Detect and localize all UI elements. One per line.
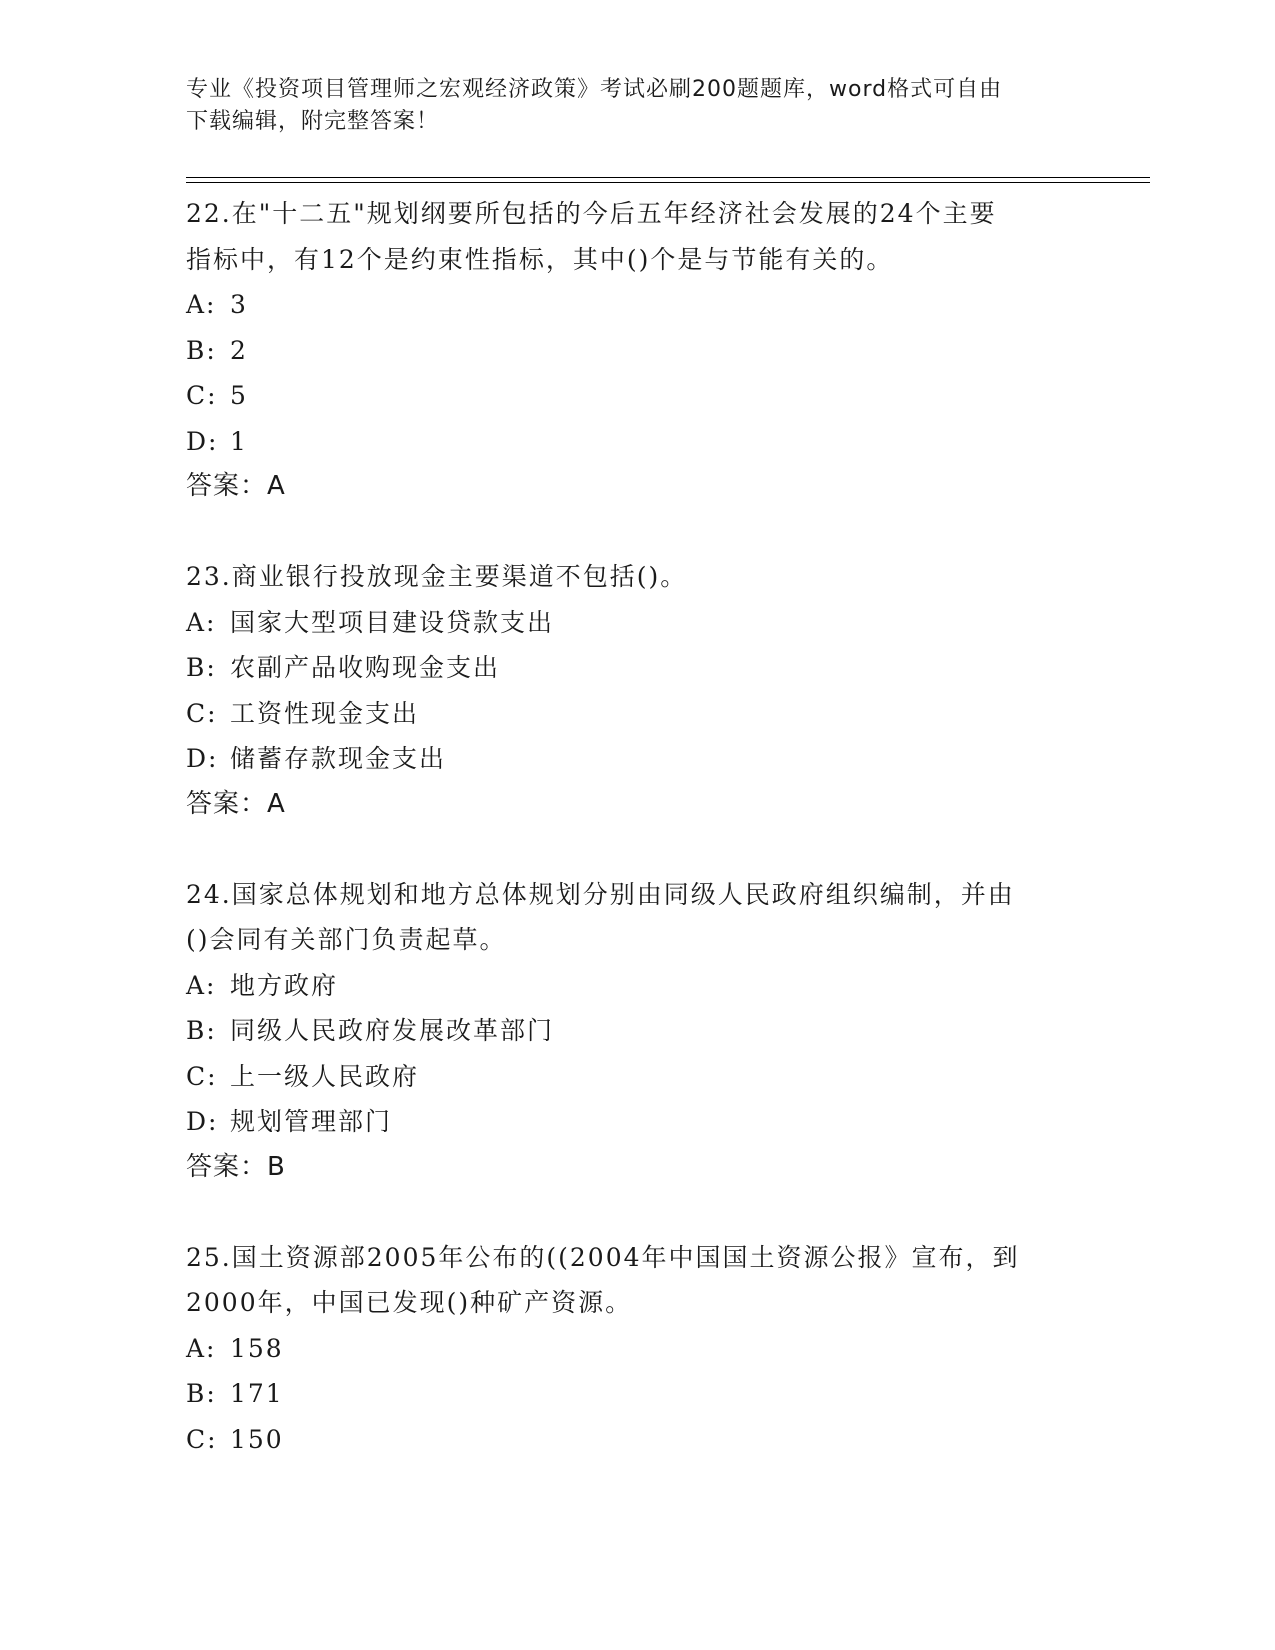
question-stem-line: 2000年，中国已发现()种矿产资源。 <box>186 1288 633 1317</box>
option-a <box>186 282 1086 328</box>
question-25 <box>186 1235 1086 1463</box>
option-text: 171 <box>230 1379 284 1408</box>
question-stem-line: ()会同有关部门负责起草。 <box>186 925 507 954</box>
option-text: 3 <box>230 290 248 319</box>
option-a <box>186 600 1086 646</box>
header-line-1: 专业《投资项目管理师之宏观经济政策》考试必刷200题题库，word格式可自由 <box>186 77 1003 102</box>
option-key: B: <box>186 1016 217 1045</box>
option-c <box>186 1417 1086 1463</box>
option-b <box>186 1371 1086 1417</box>
question-24 <box>186 872 1086 1190</box>
option-text: 150 <box>230 1424 284 1454</box>
question-22 <box>186 191 1086 509</box>
option-key: A: <box>186 1333 217 1363</box>
option-text: 5 <box>230 381 248 410</box>
option-key: D: <box>186 426 219 456</box>
question-stem-line: 指标中，有12个是约束性指标，其中()个是与节能有关的。 <box>186 244 894 274</box>
option-text: 同级人民政府发展改革部门 <box>230 1016 555 1045</box>
option-key: D: <box>186 744 219 773</box>
option-text: 规划管理部门 <box>230 1107 393 1136</box>
option-text: 上一级人民政府 <box>230 1061 420 1091</box>
answer-line: 答案：A <box>186 788 286 819</box>
option-d <box>186 1099 1086 1145</box>
answer-line: 答案：A <box>186 471 286 501</box>
question-stem-line: 22.在"十二五"规划纲要所包括的今后五年经济社会发展的24个主要 <box>186 199 997 228</box>
option-b <box>186 645 1086 691</box>
option-text: 2 <box>230 335 248 365</box>
option-key: A: <box>186 970 217 1000</box>
option-key: C: <box>186 698 218 728</box>
option-c <box>186 373 1086 419</box>
question-stem-line: 25.国土资源部2005年公布的((2004年中国国土资源公报》宣布，到 <box>186 1242 1020 1272</box>
option-text: 农副产品收购现金支出 <box>230 653 501 682</box>
header-divider-top <box>186 177 1150 178</box>
option-key: A: <box>186 290 217 319</box>
option-c <box>186 691 1086 737</box>
header-line-2: 下载编辑，附完整答案！ <box>186 109 440 134</box>
option-d <box>186 736 1086 782</box>
option-key: C: <box>186 1424 218 1454</box>
question-list <box>186 191 1086 1507</box>
option-text: 工资性现金支出 <box>230 698 420 728</box>
option-key: B: <box>186 335 217 365</box>
option-text: 1 <box>230 426 248 456</box>
option-c <box>186 1054 1086 1100</box>
question-stem-line: 24.国家总体规划和地方总体规划分别由同级人民政府组织编制，并由 <box>186 879 1015 909</box>
option-b <box>186 328 1086 374</box>
option-b <box>186 1008 1086 1054</box>
option-key: C: <box>186 381 218 410</box>
option-key: B: <box>186 653 217 682</box>
option-key: A: <box>186 607 217 637</box>
option-a <box>186 963 1086 1009</box>
option-key: D: <box>186 1107 219 1136</box>
option-text: 国家大型项目建设贷款支出 <box>230 607 555 637</box>
answer-line: 答案：B <box>186 1151 286 1182</box>
option-text: 158 <box>230 1333 284 1363</box>
option-key: C: <box>186 1061 218 1091</box>
option-d <box>186 419 1086 465</box>
option-text: 储蓄存款现金支出 <box>230 744 447 773</box>
header-divider-bottom <box>186 182 1150 183</box>
question-23 <box>186 554 1086 827</box>
option-text: 地方政府 <box>230 970 339 1000</box>
option-a <box>186 1326 1086 1372</box>
question-stem-line: 23.商业银行投放现金主要渠道不包括()。 <box>186 562 688 591</box>
document-header <box>186 74 1066 138</box>
option-key: B: <box>186 1379 217 1408</box>
